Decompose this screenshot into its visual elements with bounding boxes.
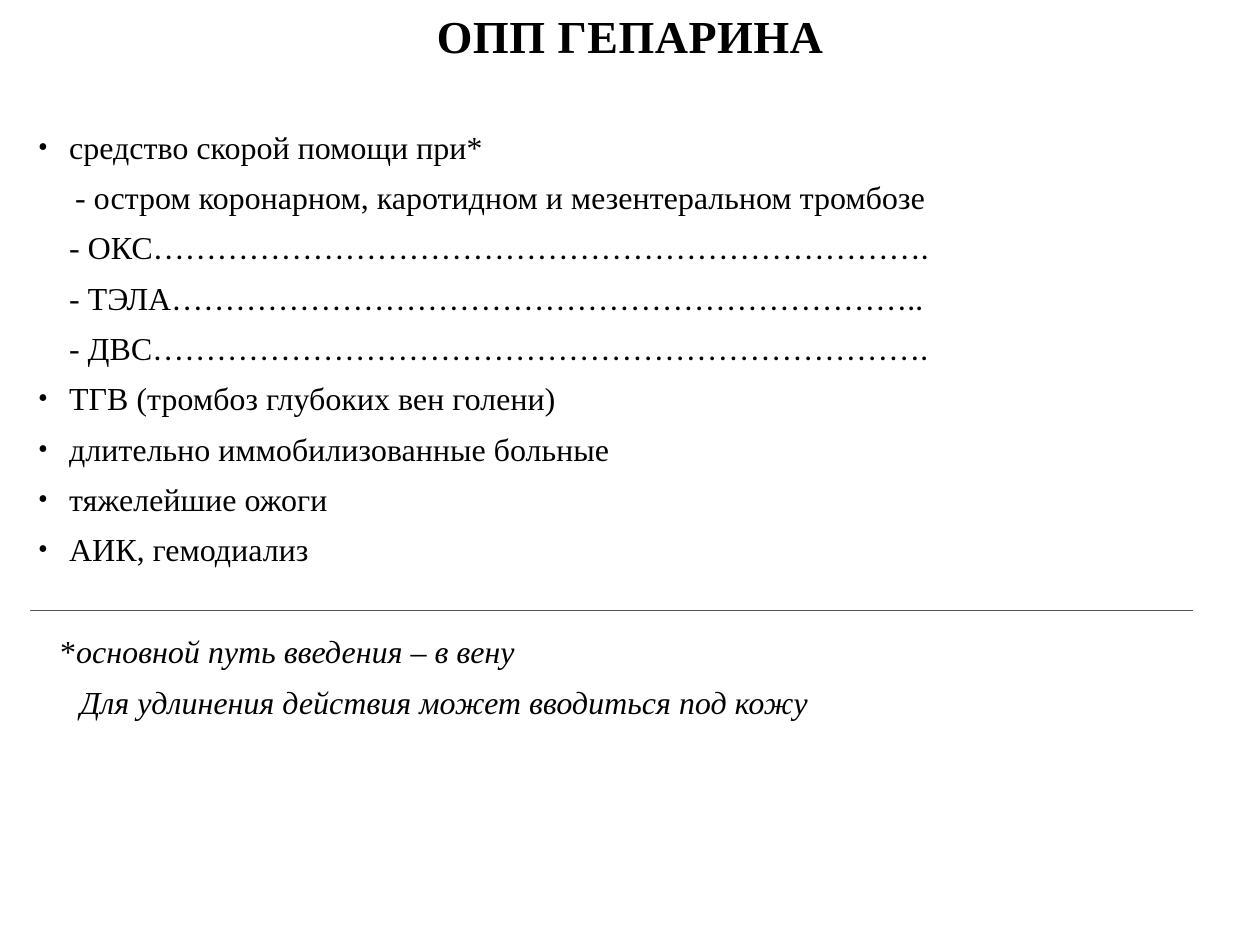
list-item-text: средство скорой помощи при*: [69, 130, 483, 166]
footnote-line-1: [60, 632, 515, 672]
divider: [30, 610, 1193, 611]
bullet-dot-icon: •: [38, 534, 48, 565]
bullet-dot-icon: •: [38, 434, 48, 465]
sub-item: - ТЭЛА……………………………………………………………..: [69, 281, 924, 317]
list-item-text: тяжелейшие ожоги: [69, 482, 328, 518]
list-item-text: ТГВ (тромбоз глубоких вен голени): [69, 381, 556, 417]
bullet-dot-icon: •: [38, 132, 48, 163]
list-item-text: длительно иммобилизованные больные: [69, 432, 609, 468]
sub-item: - ОКС……………………………………………………………….: [69, 230, 929, 266]
bullet-dot-icon: •: [38, 383, 48, 414]
list-item-text: АИК, гемодиализ: [69, 532, 309, 568]
sub-item: - ДВС……………………………………………………………….: [69, 331, 929, 367]
sub-item: - остром коронарном, каротидном и мезентеральном тромбозе: [75, 180, 925, 216]
footnote-marker: *: [60, 634, 76, 670]
footnote-line-2: Для удлинения действия может вводиться под кожу: [80, 685, 808, 721]
slide-title: ОПП ГЕПАРИНА: [436, 12, 824, 63]
bullet-dot-icon: •: [38, 484, 48, 515]
footnote-text: основной путь введения – в вену: [76, 634, 515, 670]
